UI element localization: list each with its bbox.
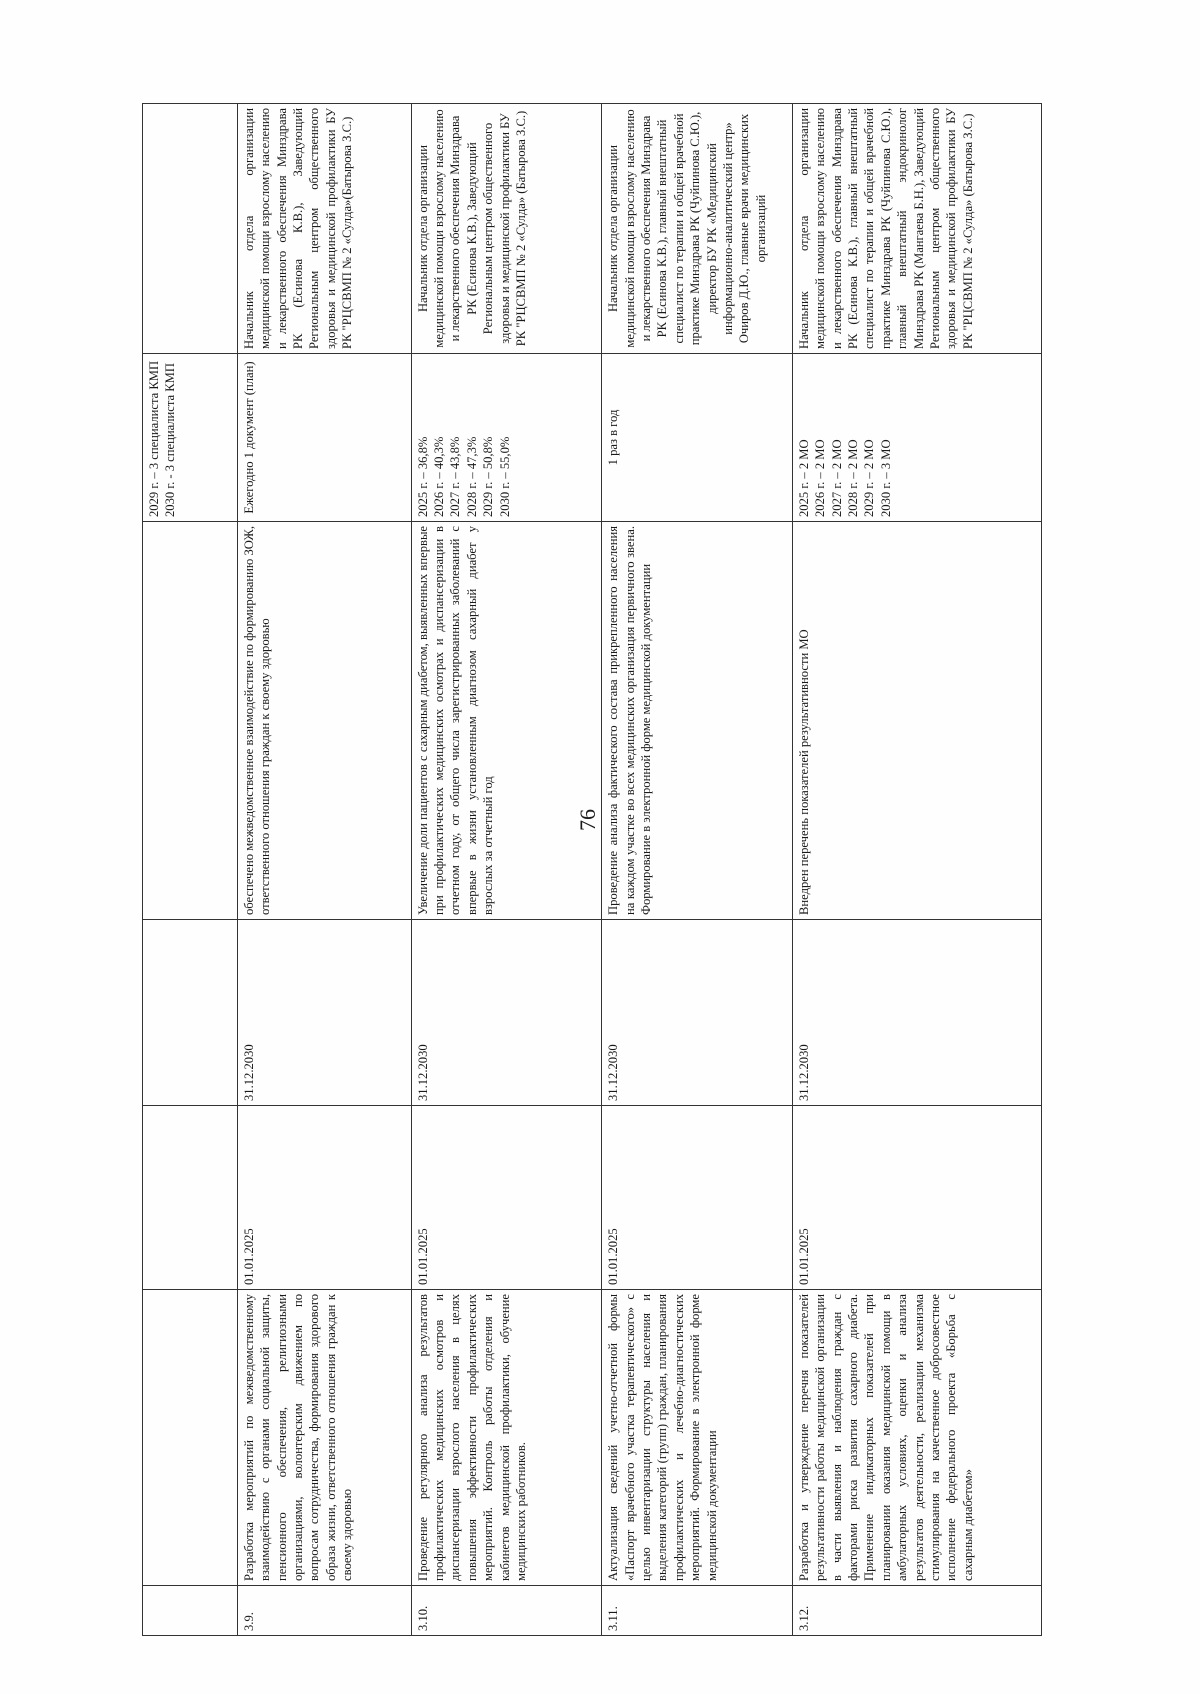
activities-table: [142, 103, 1042, 1636]
cell-indicator: Ежегодно 1 документ (план): [237, 354, 411, 522]
cell-num: 3.12.: [792, 1586, 1041, 1636]
cell-activity: Актуализация сведений учетно-отчетной формы «Паспорт врачебного участка терапевтического» с целью инвентаризации структуры населения и выделения категорий (групп) граждан, планирования профилактических и лечебно-диагностических мероприятий. Формирование в электронной форме медицинской документации: [602, 1290, 793, 1586]
cell-num: [143, 1586, 238, 1636]
cell-responsible: Начальник отдела организации медицинской помощи взрослому населению и лекарственного обеспечения Минздрава РК (Есинова К.В.), Заведующий Региональным центром общественного здоровья и медицинской профилактики БУ РК "РЦСВМП № 2 «Сулда» (Батырова З.С.): [411, 104, 602, 354]
cell-result: Внедрен перечень показателей результативности МО: [792, 522, 1041, 920]
cell-start: 01.01.2025: [411, 1106, 602, 1290]
cell-num: 3.9.: [237, 1586, 411, 1636]
cell-indicator: 2025 г. – 36,8% 2026 г. – 40,3% 2027 г. – 43,8% 2028 г. – 47,3% 2029 г. – 50,8% 2030 г. – 55,0%: [411, 354, 602, 522]
cell-indicator: 2025 г. – 2 МО 2026 г. – 2 МО 2027 г. – 2 МО 2028 г. – 2 МО 2029 г. – 2 МО 2030 г. – 3 МО: [792, 354, 1041, 522]
cell-end: 31.12.2030: [237, 920, 411, 1106]
cell-responsible: Начальник отдела организации медицинской помощи взрослому населению и лекарственного обеспечения Минздрава РК (Есинова К.В.), главный внештатный специалист по терапии и общей врачебной практике Минздрава РК (Чуйпинова С.Ю.), главный внештатный эндокринолог Минздрава РК (Мангаева Б.Н.), Заведующий Региональным центром общественного здоровья и медицинской профилактики БУ РК "РЦСВМП № 2 «Сулда» (Батырова З.С.): [792, 104, 1041, 354]
cell-result: обеспечено межведомственное взаимодействие по формированию ЗОЖ, ответственного отношения граждан к своему здоровью: [237, 522, 411, 920]
cell-responsible: Начальник отдела организации медицинской помощи взрослому населению и лекарственного обеспечения Минздрава РК (Есинова К.В.), главный внештатный специалист по терапии и общей врачебной практике Минздрава РК (Чуйпинова С.Ю.), директор БУ РК «Медицинский информационно-аналитический центр» Очиров Д.Ю., главные врачи медицинских организаций: [602, 104, 793, 354]
rotated-table-container: [142, 104, 1042, 1636]
table-row: [792, 104, 1041, 1636]
cell-num: 3.10.: [411, 1586, 602, 1636]
cell-indicator: 2029 г. – 3 специалиста КМП 2030 г. - 3 специалиста КМП: [143, 354, 238, 522]
cell-start: [143, 1106, 238, 1290]
cell-indicator: 1 раз в год: [602, 354, 793, 522]
cell-end: 31.12.2030: [792, 920, 1041, 1106]
cell-start: 01.01.2025: [237, 1106, 411, 1290]
table-row: [411, 104, 602, 1636]
cell-end: 31.12.2030: [411, 920, 602, 1106]
table-row: [602, 104, 793, 1636]
table-row: [237, 104, 411, 1636]
cell-num: 3.11.: [602, 1586, 793, 1636]
cell-result: Проведение анализа фактического состава прикрепленного населения на каждом участке во всех медицинских организация первичного звена. Формирование в электронной форме медицинской документации: [602, 522, 793, 920]
cell-end: 31.12.2030: [602, 920, 793, 1106]
cell-activity: Разработка и утверждение перечня показателей результативности работы медицинской организации в части выявления и наблюдения граждан с факторами риска развития сахарного диабета. Применение индикаторных показателей при планировании оказания медицинской помощи в амбулаторных условиях, оценки и анализа результатов деятельности, реализации механизма стимулирования на качественное добросовестное исполнение федерального проекта «Борьба с сахарным диабетом»: [792, 1290, 1041, 1586]
cell-activity: Проведение регулярного анализа результатов профилактических медицинских осмотров и диспансеризации взрослого населения в целях повышения эффективности профилактических мероприятий. Контроль работы отделения и кабинетов медицинской профилактики, обучение медицинских работников.: [411, 1290, 602, 1586]
cell-result: Увеличение доли пациентов с сахарным диабетом, выявленных впервые при профилактических медицинских осмотрах и диспансеризации в отчетном году, от общего числа зарегистрированных заболеваний с впервые в жизни установленным диагнозом сахарный диабет у взрослых за отчетный год: [411, 522, 602, 920]
table-row-continuation: [143, 104, 238, 1636]
cell-start: 01.01.2025: [602, 1106, 793, 1290]
page-number: 76: [575, 809, 600, 831]
cell-responsible: [143, 104, 238, 354]
cell-activity: Разработка мероприятий по межведомственному взаимодействию с органами социальной защиты, пенсионного обеспечения, религиозными организациями, волонтерским движением по вопросам сотрудничества, формирования здорового образа жизни, ответственного отношения граждан к своему здоровью: [237, 1290, 411, 1586]
cell-responsible: Начальник отдела организации медицинской помощи взрослому населению и лекарственного обеспечения Минздрава РК (Есинова К.В.), Заведующий Региональным центром общественного здоровья и медицинской профилактики БУ РК "РЦСВМП № 2 «Сулда»(Батырова З.С.): [237, 104, 411, 354]
cell-result: [143, 522, 238, 920]
cell-activity: [143, 1290, 238, 1586]
cell-end: [143, 920, 238, 1106]
cell-start: 01.01.2025: [792, 1106, 1041, 1290]
